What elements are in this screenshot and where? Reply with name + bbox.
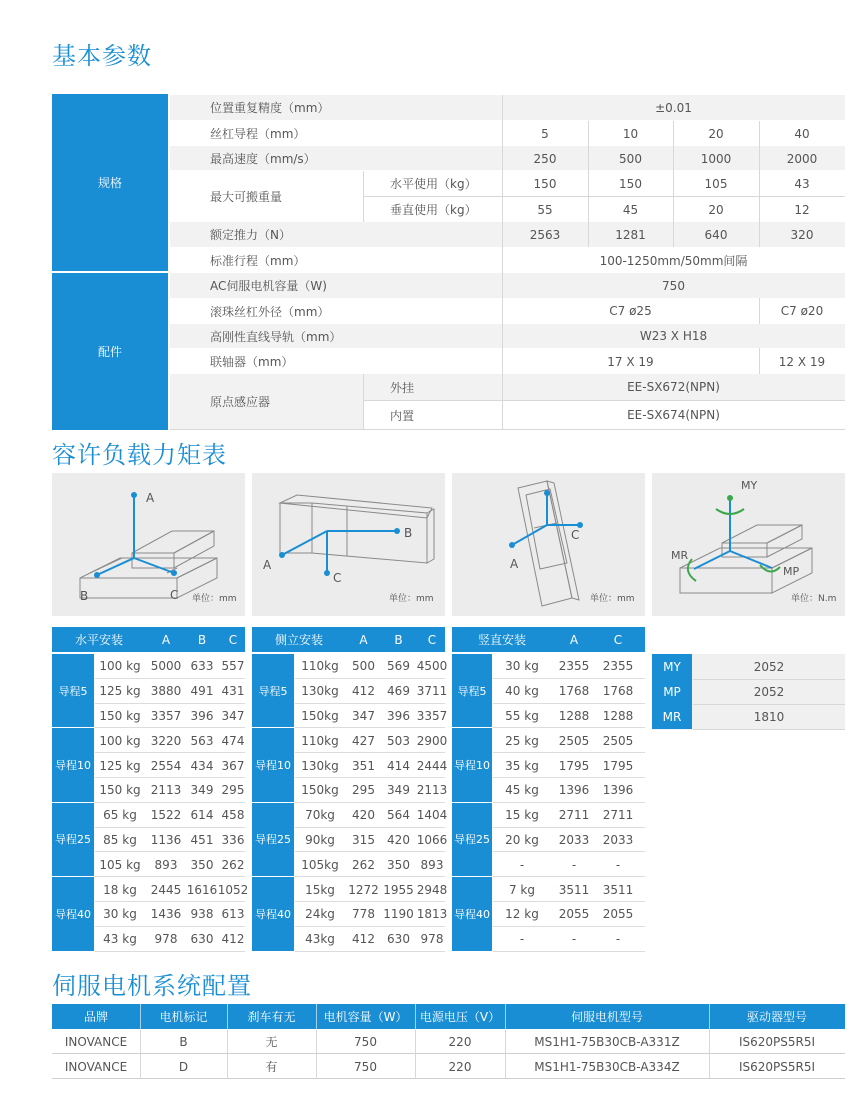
label-speed: 最高速度（mm/s） — [210, 151, 316, 166]
label-sensor-int: 内置 — [390, 408, 415, 423]
vertical-cell: - — [615, 932, 621, 947]
horizontal-cell: 150 kg — [99, 708, 141, 723]
horizontal-cell: 613 — [221, 907, 245, 922]
horizontal-cell: 262 — [221, 857, 245, 872]
section-title-servo: 伺服电机系统配置 — [52, 972, 252, 1000]
vertical-header-2: C — [613, 632, 623, 647]
vertical-cell: 1396 — [558, 783, 590, 798]
vertical-cell: 7 kg — [508, 882, 535, 897]
side-cell: 3711 — [416, 684, 448, 699]
servo-cell: 有 — [265, 1060, 278, 1074]
vertical-cell: 40 kg — [505, 684, 539, 699]
vertical-cell: 3511 — [602, 882, 634, 897]
vertical-cell: 2711 — [602, 808, 634, 823]
vertical-cell: 1795 — [602, 758, 634, 773]
diagram-side — [252, 473, 445, 616]
vertical-header-0: 竖直安装 — [477, 633, 526, 647]
side-cell: 427 — [352, 733, 375, 748]
servo-col-divider — [709, 1029, 710, 1054]
vertical-group-label: 导程25 — [452, 803, 492, 876]
side-cell: 420 — [352, 808, 375, 823]
vertical-cell: 25 kg — [505, 733, 539, 748]
payload-h-0: 150 — [533, 176, 557, 191]
d1-label-b: B — [80, 589, 89, 603]
horizontal-cell: 563 — [190, 733, 214, 748]
horizontal-cell: 557 — [221, 659, 245, 674]
moment-name-mr: MR — [652, 704, 692, 729]
d4-unit: 单位：N.m — [791, 594, 837, 604]
diagram-horizontal — [52, 473, 245, 616]
diagram-vertical — [452, 473, 645, 616]
vertical-cell: 55 kg — [505, 708, 539, 723]
lead-20: 20 — [708, 127, 724, 141]
vertical-cell: - — [615, 857, 621, 872]
horizontal-cell: 100 kg — [99, 659, 141, 674]
side-cell: 110kg — [301, 733, 339, 748]
servo-col-divider — [227, 1029, 228, 1054]
vertical-cell: - — [519, 857, 525, 872]
horizontal-group-label: 导程5 — [52, 654, 94, 727]
side-cell: 414 — [387, 758, 410, 773]
horizontal-cell: 893 — [154, 857, 178, 872]
vertical-group-label: 导程5 — [452, 654, 492, 727]
d3-unit: 单位：mm — [590, 594, 635, 604]
servo-col-divider — [505, 1054, 506, 1079]
side-group-label: 导程10 — [252, 728, 294, 801]
value-repeat: ±0.01 — [655, 100, 692, 115]
d1-unit: 单位：mm — [192, 594, 237, 604]
horizontal-cell: 347 — [221, 708, 245, 723]
vertical-group-label: 导程10 — [452, 728, 492, 801]
side-cell: 396 — [387, 708, 410, 723]
horizontal-group-label: 导程25 — [52, 803, 94, 876]
label-payload-v: 垂直使用（kg） — [390, 203, 477, 217]
moment-name-my: MY — [652, 654, 692, 679]
servo-col-divider — [316, 1029, 317, 1054]
side-cell: 351 — [352, 758, 375, 773]
horizontal-cell: 396 — [190, 708, 214, 723]
label-sensor-ext: 外挂 — [390, 380, 415, 395]
value-screw-b: C7 ø20 — [780, 304, 824, 318]
horizontal-cell: 2554 — [150, 758, 182, 773]
horizontal-cell: 18 kg — [103, 882, 137, 897]
moment-name-mp: MP — [652, 679, 692, 704]
side-cell: 1813 — [416, 907, 448, 922]
horizontal-cell: 100 kg — [99, 733, 141, 748]
group-parts: 配件 — [52, 273, 168, 430]
servo-col-divider — [140, 1029, 141, 1054]
horizontal-cell: 633 — [190, 659, 214, 674]
servo-header-divider — [505, 1004, 506, 1029]
servo-cell: 220 — [448, 1059, 472, 1074]
side-cell: 503 — [387, 733, 410, 748]
servo-col-divider — [316, 1054, 317, 1079]
side-cell: 349 — [387, 783, 410, 798]
horizontal-cell: 474 — [221, 733, 245, 748]
servo-header-4: 电源电压（V） — [419, 1010, 501, 1024]
side-cell: 150kg — [301, 783, 339, 798]
vertical-cell: 2055 — [602, 907, 634, 922]
payload-h-1: 150 — [619, 176, 642, 191]
side-cell: 1066 — [416, 832, 448, 847]
moment-value-mp: 2052 — [753, 684, 785, 699]
servo-cell: INOVANCE — [64, 1059, 128, 1074]
servo-header-5: 伺服电机型号 — [570, 1010, 643, 1024]
vertical-group-label: 导程40 — [452, 877, 492, 950]
d3-label-a: A — [510, 557, 519, 571]
side-cell: 130kg — [301, 758, 339, 773]
side-cell: 105kg — [301, 857, 339, 872]
vertical-cell: 2355 — [602, 659, 634, 674]
label-lead: 丝杠导程（mm） — [210, 126, 306, 141]
horizontal-cell: 43 kg — [103, 932, 137, 947]
vertical-cell: 1768 — [602, 684, 634, 699]
label-screw: 滚珠丝杠外径（mm） — [210, 304, 330, 319]
servo-header-divider — [140, 1004, 141, 1029]
label-stroke: 标准行程（mm） — [210, 253, 306, 268]
horizontal-cell: 336 — [221, 832, 245, 847]
side-cell: 130kg — [301, 684, 339, 699]
horizontal-cell: 125 kg — [99, 684, 141, 699]
side-cell: 778 — [352, 907, 375, 922]
speed-3: 2000 — [786, 152, 818, 166]
horizontal-cell: 105 kg — [99, 857, 141, 872]
horizontal-cell: 938 — [190, 907, 214, 922]
side-cell: 569 — [387, 659, 410, 674]
side-cell: 893 — [420, 857, 444, 872]
d4-label-my: MY — [741, 479, 758, 492]
thrust-2: 640 — [704, 227, 728, 242]
vertical-cell: 3511 — [558, 882, 590, 897]
d2-label-a: A — [263, 558, 272, 572]
side-cell: 500 — [352, 659, 375, 674]
horizontal-cell: 451 — [190, 832, 214, 847]
horizontal-group-label: 导程40 — [52, 877, 94, 950]
payload-v-0: 55 — [537, 202, 553, 217]
label-rail: 高刚性直线导轨（mm） — [210, 329, 342, 344]
value-sensor-int: EE-SX674(NPN) — [627, 408, 720, 422]
vertical-cell: 15 kg — [505, 808, 539, 823]
value-motor: 750 — [662, 278, 685, 293]
horizontal-cell: 350 — [190, 857, 214, 872]
thrust-1: 1281 — [615, 227, 646, 242]
side-cell: 630 — [387, 932, 410, 947]
vertical-cell: 30 kg — [505, 659, 539, 674]
side-cell: 564 — [387, 808, 410, 823]
vertical-cell: 2711 — [558, 808, 590, 823]
horizontal-header-2: B — [197, 632, 207, 647]
side-cell: 412 — [352, 932, 375, 947]
diagram-moments — [652, 473, 845, 616]
payload-h-3: 43 — [794, 176, 810, 191]
horizontal-cell: 614 — [190, 808, 214, 823]
value-sensor-ext: EE-SX672(NPN) — [627, 380, 720, 394]
moment-value-my: 2052 — [753, 659, 785, 674]
side-cell: 1404 — [416, 808, 448, 823]
horizontal-header-3: C — [228, 632, 238, 647]
servo-cell: 无 — [265, 1035, 278, 1049]
servo-col-divider — [415, 1054, 416, 1079]
thrust-3: 320 — [790, 227, 814, 242]
servo-header-2: 刹车有无 — [247, 1010, 296, 1024]
vertical-cell: 2055 — [558, 907, 590, 922]
servo-col-divider — [415, 1029, 416, 1054]
vertical-cell: - — [571, 932, 577, 947]
label-repeat: 位置重复精度（mm） — [210, 101, 330, 115]
horizontal-cell: 1052 — [217, 882, 249, 897]
label-payload: 最大可搬重量 — [210, 190, 283, 204]
horizontal-cell: 125 kg — [99, 758, 141, 773]
payload-v-3: 12 — [794, 202, 810, 217]
speed-0: 250 — [533, 152, 557, 166]
vertical-cell: 2355 — [558, 659, 590, 674]
side-group-label: 导程5 — [252, 654, 294, 727]
side-cell: 110kg — [301, 659, 339, 674]
side-group-label: 导程40 — [252, 877, 294, 950]
servo-cell: 220 — [448, 1034, 472, 1049]
value-coupling-a: 17 X 19 — [607, 354, 654, 369]
servo-header-6: 驱动器型号 — [746, 1010, 807, 1024]
side-cell: 295 — [352, 783, 375, 798]
horizontal-cell: 85 kg — [103, 832, 137, 847]
servo-col-divider — [140, 1054, 141, 1079]
side-header-3: C — [427, 632, 437, 647]
side-cell: 24kg — [305, 907, 335, 922]
side-cell: 3357 — [416, 708, 448, 723]
horizontal-cell: 1522 — [150, 808, 182, 823]
d2-label-b: B — [404, 526, 413, 540]
horizontal-cell: 2113 — [150, 783, 182, 798]
horizontal-group-label: 导程10 — [52, 728, 94, 801]
value-stroke: 100-1250mm/50mm间隔 — [599, 253, 748, 268]
d4-label-mp: MP — [783, 565, 800, 578]
horizontal-cell: 630 — [190, 932, 214, 947]
horizontal-cell: 412 — [221, 932, 245, 947]
servo-header-divider — [227, 1004, 228, 1029]
payload-h-2: 105 — [704, 176, 728, 191]
side-cell: 43kg — [305, 932, 335, 947]
side-cell: 90kg — [305, 832, 335, 847]
payload-v-1: 45 — [622, 202, 639, 217]
d1-label-c: C — [170, 588, 179, 602]
label-motor: AC伺服电机容量（W) — [210, 279, 327, 293]
servo-cell: MS1H1-75B30CB-A331Z — [534, 1034, 680, 1049]
speed-1: 500 — [619, 152, 642, 166]
side-cell: 978 — [420, 932, 444, 947]
servo-cell: MS1H1-75B30CB-A334Z — [534, 1059, 680, 1074]
value-screw-a: C7 ø25 — [609, 304, 652, 318]
vertical-cell: 2505 — [602, 733, 634, 748]
side-cell: 350 — [387, 857, 410, 872]
side-cell: 315 — [352, 832, 375, 847]
vertical-cell: 2033 — [602, 832, 634, 847]
servo-header-3: 电机容量（W） — [323, 1010, 408, 1024]
section-title-basic: 基本参数 — [52, 42, 152, 70]
horizontal-cell: 2445 — [150, 882, 182, 897]
side-cell: 1955 — [383, 882, 414, 897]
vertical-cell: 2505 — [558, 733, 590, 748]
horizontal-cell: 434 — [190, 758, 214, 773]
d2-unit: 单位：mm — [389, 594, 434, 604]
servo-cell: 750 — [354, 1059, 377, 1074]
side-cell: 469 — [387, 684, 410, 699]
servo-cell: D — [178, 1059, 189, 1074]
d1-label-a: A — [146, 491, 155, 505]
side-cell: 412 — [352, 684, 375, 699]
side-cell: 1190 — [383, 907, 414, 922]
servo-col-divider — [505, 1029, 506, 1054]
d3-label-c: C — [571, 528, 580, 542]
vertical-header-1: A — [569, 632, 579, 647]
lead-10: 10 — [622, 127, 639, 141]
horizontal-cell: 367 — [221, 758, 245, 773]
side-cell: 4500 — [416, 659, 448, 674]
servo-col-divider — [227, 1054, 228, 1079]
vertical-cell: - — [519, 932, 525, 947]
group-spec: 规格 — [52, 94, 168, 271]
moment-value-mr: 1810 — [753, 709, 785, 724]
vertical-cell: 2033 — [558, 832, 590, 847]
side-cell: 15kg — [305, 882, 335, 897]
horizontal-cell: 5000 — [150, 659, 182, 674]
side-cell: 1272 — [348, 882, 379, 897]
horizontal-cell: 349 — [190, 783, 214, 798]
side-cell: 150kg — [301, 708, 339, 723]
lead-40: 40 — [794, 127, 810, 141]
label-sensor: 原点感应器 — [210, 395, 271, 409]
horizontal-cell: 3220 — [150, 733, 182, 748]
vertical-cell: 1288 — [558, 708, 590, 723]
servo-header-divider — [709, 1004, 710, 1029]
payload-v-2: 20 — [708, 202, 724, 217]
side-cell: 262 — [352, 857, 375, 872]
side-cell: 347 — [352, 708, 375, 723]
horizontal-cell: 458 — [221, 808, 245, 823]
d4-label-mr: MR — [671, 549, 689, 562]
vertical-cell: 35 kg — [505, 758, 539, 773]
horizontal-cell: 1436 — [150, 907, 182, 922]
side-header-1: A — [359, 632, 368, 647]
lead-5: 5 — [541, 127, 549, 141]
horizontal-cell: 3357 — [150, 708, 182, 723]
vertical-cell: 1288 — [602, 708, 634, 723]
servo-header-divider — [415, 1004, 416, 1029]
side-cell: 2444 — [416, 758, 448, 773]
side-cell: 70kg — [305, 808, 335, 823]
value-coupling-b: 12 X 19 — [778, 354, 826, 369]
vertical-cell: 1795 — [558, 758, 590, 773]
horizontal-cell: 30 kg — [103, 907, 137, 922]
horizontal-cell: 978 — [154, 932, 178, 947]
servo-cell: IS620PS5R5I — [738, 1059, 816, 1074]
horizontal-cell: 65 kg — [103, 808, 137, 823]
servo-header-1: 电机标记 — [159, 1010, 208, 1024]
vertical-cell: - — [571, 857, 577, 872]
servo-cell: INOVANCE — [64, 1034, 128, 1049]
vertical-cell: 20 kg — [505, 832, 539, 847]
side-group-label: 导程25 — [252, 803, 294, 876]
servo-col-divider — [709, 1054, 710, 1079]
thrust-0: 2563 — [529, 227, 561, 242]
vertical-cell: 12 kg — [505, 907, 539, 922]
speed-2: 1000 — [700, 152, 732, 166]
servo-header-divider — [316, 1004, 317, 1029]
side-cell: 420 — [387, 832, 410, 847]
horizontal-cell: 3880 — [150, 684, 182, 699]
label-payload-h: 水平使用（kg） — [390, 177, 477, 191]
side-header-2: B — [394, 632, 403, 647]
side-cell: 2948 — [416, 882, 448, 897]
horizontal-cell: 1136 — [150, 832, 182, 847]
vertical-cell: 1396 — [602, 783, 634, 798]
value-rail: W23 X H18 — [639, 329, 708, 343]
horizontal-cell: 150 kg — [99, 783, 141, 798]
servo-header-0: 品牌 — [83, 1010, 108, 1024]
side-cell: 2900 — [416, 733, 448, 748]
label-coupling: 联轴器（mm） — [210, 355, 294, 369]
horizontal-header-0: 水平安装 — [74, 633, 123, 647]
vertical-cell: 45 kg — [505, 783, 539, 798]
horizontal-header-1: A — [161, 632, 171, 647]
label-thrust: 额定推力（N） — [210, 228, 291, 242]
servo-cell: IS620PS5R5I — [738, 1034, 816, 1049]
vertical-cell: 1768 — [558, 684, 590, 699]
horizontal-cell: 431 — [221, 684, 245, 699]
horizontal-cell: 491 — [190, 684, 214, 699]
d2-label-c: C — [333, 571, 342, 585]
servo-cell: B — [179, 1034, 188, 1049]
servo-cell: 750 — [354, 1034, 377, 1049]
section-title-moment: 容许负载力矩表 — [52, 441, 227, 469]
horizontal-cell: 1616 — [186, 882, 218, 897]
side-cell: 2113 — [416, 783, 448, 798]
side-header-0: 侧立安装 — [274, 633, 323, 647]
horizontal-cell: 295 — [221, 783, 245, 798]
